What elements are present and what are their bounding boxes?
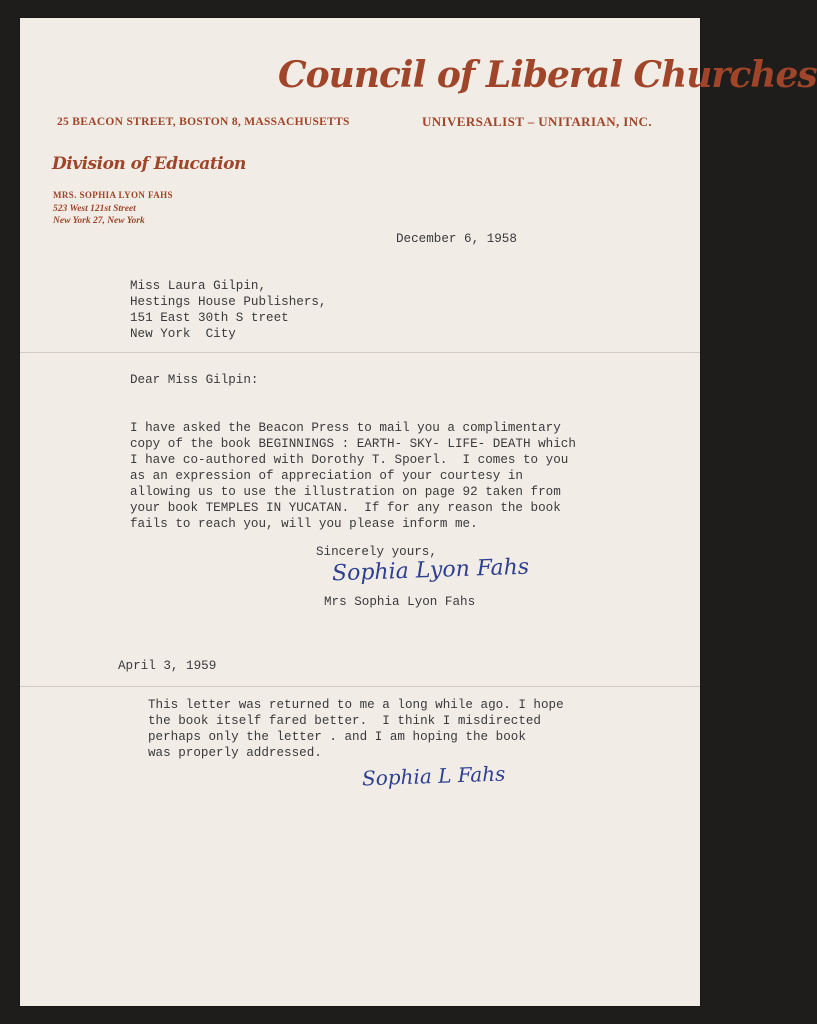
letter-body: I have asked the Beacon Press to mail you a complimentary copy of the book BEGINNINGS : EARTH- SKY- LIFE- DEATH which I have co-authored with Dorothy T. Spoerl. I comes to you as an expression of appreciation of your courtesy in allowing us to use the illustration on page 92 taken from your book TEMPLES IN YUCATAN. If for any reason the book fails to reach you, will you please inform me.: [130, 421, 576, 531]
postscript-note: This letter was returned to me a long while ago. I hope the book itself fared better. I think I misdirected perhaps only the letter . and I am hoping the book was properly addressed.: [148, 698, 564, 760]
salutation: Dear Miss Gilpin:: [130, 373, 259, 387]
sender-address-line: New York 27, New York: [53, 216, 145, 226]
letter-date: December 6, 1958: [396, 232, 517, 246]
letterhead-organization: UNIVERSALIST – UNITARIAN, INC.: [421, 114, 652, 129]
typed-signature: Mrs Sophia Lyon Fahs: [324, 595, 476, 609]
letterhead-brand: Council of Liberal Churches: [278, 54, 817, 96]
recipient-address: Miss Laura Gilpin, Hestings House Publishers, 151 East 30th S treet New York City: [130, 279, 327, 341]
postscript-date: April 3, 1959: [118, 659, 217, 673]
fold-line: [20, 686, 700, 687]
letterhead-address: 25 BEACON STREET, BOSTON 8, MASSACHUSETTS: [57, 116, 350, 128]
handwritten-signature: Sophia Lyon Fahs: [331, 554, 530, 587]
fold-line: [20, 352, 700, 353]
sender-name: MRS. SOPHIA LYON FAHS: [53, 190, 173, 200]
division-title: Division of Education: [52, 154, 246, 174]
postscript-signature: Sophia L Fahs: [361, 761, 506, 791]
closing: Sincerely yours,: [316, 545, 437, 559]
sender-address-line: 523 West 121st Street: [53, 204, 136, 214]
letter-page: [20, 18, 817, 1006]
